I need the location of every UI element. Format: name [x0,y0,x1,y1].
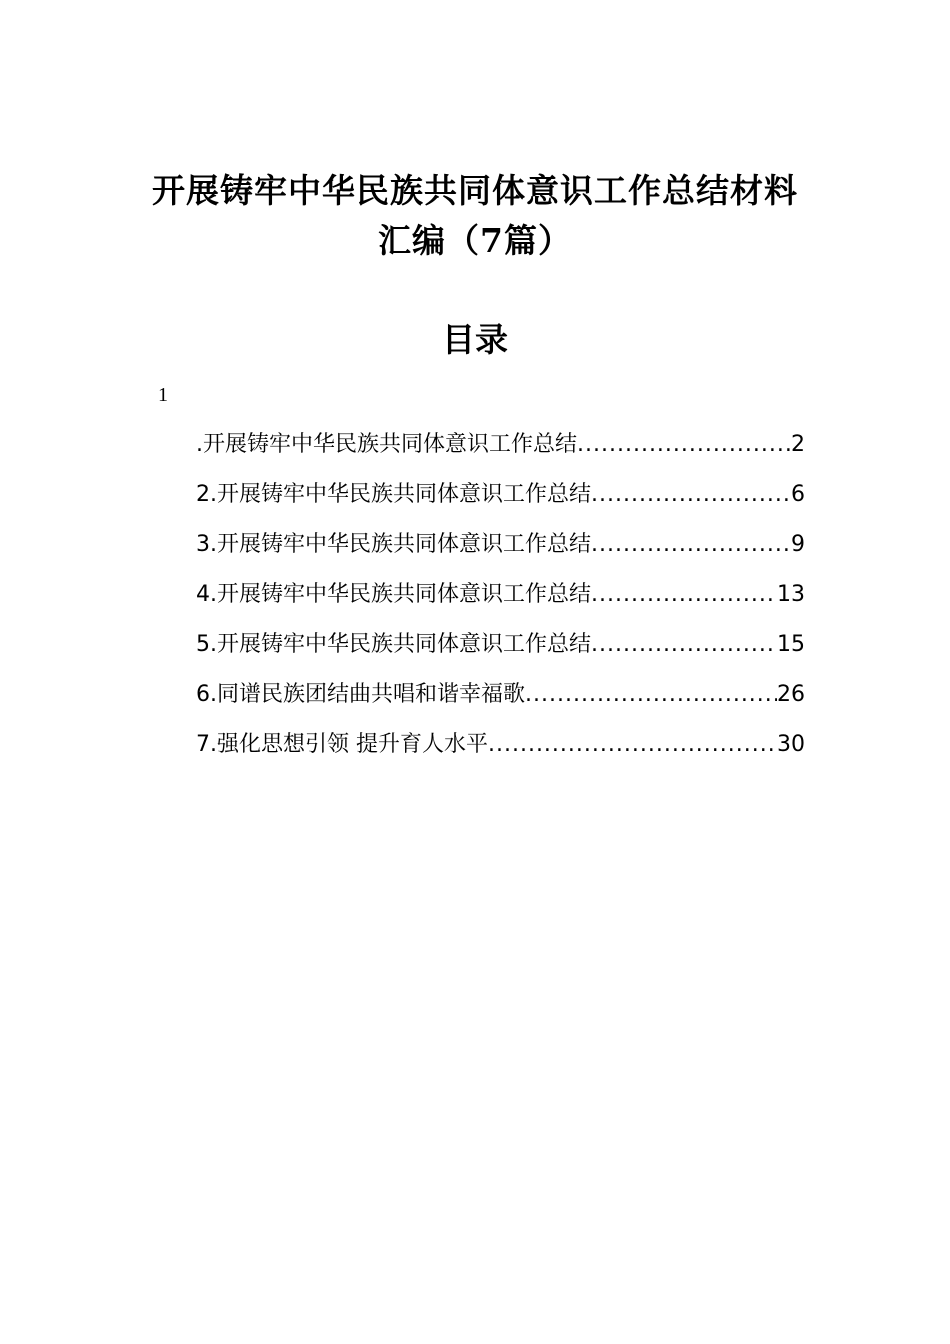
toc-entry-5[interactable] [196,620,805,670]
toc-entry-title: 3.开展铸牢中华民族共同体意识工作总结 [196,532,591,557]
toc-entry-4[interactable] [196,570,805,620]
toc-entry-6[interactable] [196,670,805,720]
toc-entry-7[interactable] [196,720,805,770]
toc-dot-leader [591,520,791,570]
toc-entry-1[interactable] [196,420,805,470]
toc-page-number: 2 [791,432,805,457]
toc-entry-title: 7.强化思想引领 提升育人水平 [196,732,488,757]
document-title: 开展铸牢中华民族共同体意识工作总结材料汇编（7篇） [152,171,798,260]
toc-page-number: 26 [777,682,805,707]
toc-heading: 目录 [442,320,508,359]
toc-dot-leader [591,620,777,670]
toc-entry-title: 2.开展铸牢中华民族共同体意识工作总结 [196,482,591,507]
toc-dot-leader [525,670,777,720]
toc-entry-title: .开展铸牢中华民族共同体意识工作总结 [196,432,577,457]
toc-dot-leader [591,470,791,520]
toc-dot-leader [577,420,791,470]
toc-page-number: 15 [777,632,805,657]
toc-entry-title: 6.同谱民族团结曲共唱和谐幸福歌 [196,682,525,707]
toc-entry-title: 5.开展铸牢中华民族共同体意识工作总结 [196,632,591,657]
stray-number: 1 [158,384,168,406]
toc-dot-leader [488,720,777,770]
table-of-contents [196,420,805,770]
toc-page-number: 30 [777,732,805,757]
toc-dot-leader [591,570,777,620]
toc-page-number: 9 [791,532,805,557]
toc-page-number: 13 [777,582,805,607]
toc-entry-title: 4.开展铸牢中华民族共同体意识工作总结 [196,582,591,607]
toc-page-number: 6 [791,482,805,507]
toc-entry-3[interactable] [196,520,805,570]
toc-entry-2[interactable] [196,470,805,520]
